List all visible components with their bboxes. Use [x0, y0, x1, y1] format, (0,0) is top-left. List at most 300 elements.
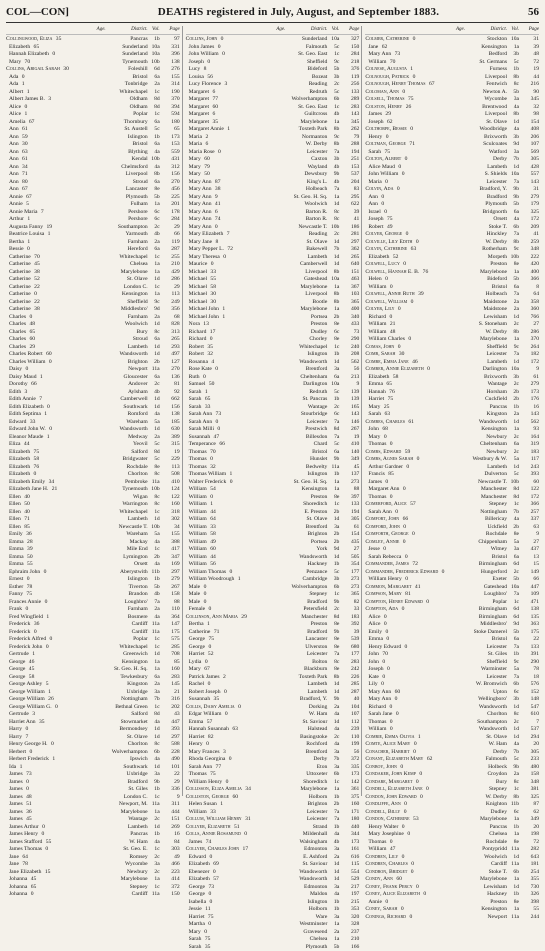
entry-age: 82	[208, 734, 214, 740]
entry-name: Jane Elizabeth 15	[6, 869, 110, 877]
entry-page: 161	[339, 846, 359, 854]
death-entry-row	[186, 321, 360, 329]
entry-age: 72	[227, 246, 233, 252]
entry-district: Fulham	[110, 201, 148, 209]
entry-name: Henry Walter 0	[365, 824, 469, 832]
entry-page: 284	[160, 216, 180, 224]
death-entry-row	[186, 89, 360, 97]
entry-volume: 1d	[507, 119, 519, 127]
entry-district: Manchester	[289, 614, 327, 622]
entry-name: Mary Josephine 0	[365, 831, 469, 839]
entry-page: 463	[339, 276, 359, 284]
entry-district: Brixworth	[469, 134, 507, 142]
entry-name: Elizabeth 57	[186, 876, 290, 884]
entry-name: John 70	[365, 651, 469, 659]
entry-name: Arthur 1	[6, 216, 110, 224]
death-entry-row	[365, 314, 539, 322]
entry-page: 181	[519, 861, 539, 869]
death-entry-row	[6, 584, 180, 592]
entry-age: 0	[390, 719, 393, 725]
death-entry-row	[186, 449, 360, 457]
entry-volume: 7a	[327, 651, 339, 659]
entry-volume: 8d	[148, 104, 160, 112]
entry-page: 297	[160, 734, 180, 742]
death-entry-row	[186, 681, 360, 689]
entry-page: 284	[339, 51, 359, 59]
entry-age: 8	[204, 66, 207, 72]
entry-volume: 1c	[148, 254, 160, 262]
entry-district: Bradford, Y.	[469, 186, 507, 194]
entry-age: 0	[208, 644, 211, 650]
entry-district: Camberwell	[110, 396, 148, 404]
entry-age: 29	[385, 111, 391, 117]
entry-name: Bertha 1	[6, 239, 110, 247]
death-entry-row	[186, 846, 360, 854]
entry-name: James Arthur 0	[6, 824, 110, 832]
entry-volume: 7a	[507, 591, 519, 599]
death-entry-row	[186, 351, 360, 359]
entry-age: 1	[27, 216, 30, 222]
death-entry-row	[365, 269, 539, 277]
entry-name: Esther 78	[6, 584, 110, 592]
entry-age: 61	[22, 156, 28, 162]
entry-district: Bristol	[289, 449, 327, 457]
entry-district: Redruth	[289, 89, 327, 97]
entry-volume: 1b	[148, 134, 160, 142]
entry-district: Salford	[110, 449, 148, 457]
entry-name: William Henry 0	[186, 779, 290, 787]
entry-age: 0	[390, 284, 393, 290]
death-entry-row	[365, 689, 539, 697]
entry-name: Catherine 70	[6, 254, 110, 262]
entry-age: 0	[210, 336, 213, 342]
entry-age: 0	[215, 224, 218, 230]
entry-page: 393	[519, 471, 539, 479]
entry-age: 0	[205, 659, 208, 665]
entry-district: Southwark	[110, 764, 148, 772]
entry-age: 0	[408, 336, 411, 342]
entry-name: Ann 30	[6, 141, 110, 149]
entry-name: Harriet 82	[186, 734, 290, 742]
entry-age: 8	[216, 239, 219, 245]
entry-district: Newcastle T.	[469, 479, 507, 487]
death-entry-row	[186, 906, 360, 914]
entry-volume: 1a	[327, 479, 339, 487]
entry-district: Wandsworth	[469, 419, 507, 427]
entry-page: 326	[519, 891, 539, 899]
entry-age: 1	[47, 434, 50, 440]
entry-volume: 8b	[327, 126, 339, 134]
death-entry-row	[365, 186, 539, 194]
entry-page: 172	[519, 216, 539, 224]
entry-volume: 8d	[327, 614, 339, 622]
entry-page: 202	[160, 704, 180, 712]
entry-volume: 6b	[507, 681, 519, 689]
entry-page: 588	[160, 741, 180, 749]
entry-name: Comb, Sarah 30	[365, 351, 469, 359]
entry-age: 66	[31, 381, 37, 387]
death-entry-row	[6, 606, 180, 614]
entry-volume: 3b	[327, 576, 339, 584]
entry-district: Reading	[289, 231, 327, 239]
entry-district: Loughbro'	[110, 599, 148, 607]
header-district: District.	[110, 26, 148, 34]
entry-name: George 46	[6, 659, 110, 667]
entry-volume: 1d	[507, 884, 519, 892]
entry-page: 16	[519, 404, 539, 412]
entry-age: 76	[423, 269, 429, 275]
entry-age: 0	[404, 809, 407, 815]
entry-name: James 29	[365, 111, 469, 119]
death-entry-row	[186, 329, 360, 337]
entry-age: 0	[204, 591, 207, 597]
entry-page: 283	[160, 674, 180, 682]
entry-district: Croydon	[469, 771, 507, 779]
death-entry-row	[186, 134, 360, 142]
entry-volume: 2b	[327, 509, 339, 517]
entry-page: 276	[160, 66, 180, 74]
entry-page: 428	[519, 164, 539, 172]
entry-page: 122	[160, 494, 180, 502]
death-entry-row	[365, 614, 539, 622]
entry-district: Wantage	[289, 404, 327, 412]
entry-name: Sarah Ann 0	[186, 419, 290, 427]
entry-page: 497	[160, 351, 180, 359]
entry-name: Walter Frederick 0	[186, 479, 290, 487]
death-entry-row	[186, 464, 360, 472]
entry-district: Cheltenham	[289, 374, 327, 382]
entry-volume: 4b	[327, 179, 339, 187]
death-entry-row	[186, 299, 360, 307]
entry-district: Woolwich	[289, 201, 327, 209]
entry-page: 279	[160, 576, 180, 584]
register-column	[6, 26, 180, 796]
entry-district: Southampton	[110, 224, 148, 232]
entry-volume: 3b	[507, 374, 519, 382]
entry-name: Mary Pepper L. 72	[186, 246, 290, 254]
entry-district: Stourbridge	[289, 411, 327, 419]
entry-name: Kate 0	[365, 674, 469, 682]
entry-district: Leicester	[289, 809, 327, 817]
entry-name: Jane 64	[6, 854, 110, 862]
entry-age: 3	[25, 389, 28, 395]
death-entry-row	[6, 704, 180, 712]
entry-name: Annie Maria 7	[6, 209, 110, 217]
entry-page: 243	[519, 464, 539, 472]
death-entry-row	[6, 486, 180, 494]
entry-volume: 4a	[148, 614, 160, 622]
entry-page: 90	[519, 89, 539, 97]
entry-name: Herbert 0	[6, 749, 110, 757]
death-entry-row	[186, 336, 360, 344]
entry-district: Leicester	[469, 179, 507, 187]
entry-name: Helen Susan 1	[186, 801, 290, 809]
entry-district: Ware	[289, 914, 327, 922]
entry-volume: 6b	[327, 584, 339, 592]
death-entry-row	[186, 36, 360, 44]
death-entry-row	[6, 816, 180, 824]
death-entry-row	[6, 81, 180, 89]
entry-name: Emma 57	[186, 719, 290, 727]
entry-district: Preston	[289, 494, 327, 502]
entry-district: Brentford	[289, 366, 327, 374]
entry-age: 0	[390, 839, 393, 845]
entry-age: 60	[212, 104, 218, 110]
entry-volume: 1b	[507, 824, 519, 832]
entry-page: 156	[160, 171, 180, 179]
entry-district: Liverpool	[289, 291, 327, 299]
entry-page: 210	[339, 936, 359, 944]
entry-name: William Thomas 0	[186, 569, 290, 577]
entry-age: 78	[27, 584, 33, 590]
entry-age: 0	[389, 314, 392, 320]
entry-age: 0	[52, 51, 55, 57]
death-entry-row	[365, 576, 539, 584]
entry-age: 0	[411, 861, 414, 867]
entry-district: Bury	[469, 779, 507, 787]
entry-volume: 1a	[327, 119, 339, 127]
entry-name: George 73	[186, 884, 290, 892]
entry-page: 107	[519, 141, 539, 149]
entry-page: 366	[519, 501, 539, 509]
entry-district: Yarmouth	[110, 231, 148, 239]
entry-age: 74	[215, 216, 221, 222]
entry-volume: 8e	[507, 531, 519, 539]
death-entry-row	[6, 179, 180, 187]
entry-volume: 8e	[327, 666, 339, 674]
death-entry-row	[365, 636, 539, 644]
entry-page: 143	[519, 411, 539, 419]
entry-age: 33	[210, 269, 216, 275]
entry-district: St. Geo. East	[289, 104, 327, 112]
entry-name: Jane 62	[365, 44, 469, 52]
entry-age: 22	[34, 299, 40, 305]
death-entry-row	[365, 816, 539, 824]
entry-page: 259	[519, 239, 539, 247]
entry-page: 228	[160, 749, 180, 757]
entry-page: 240	[339, 344, 359, 352]
entry-page: 173	[339, 771, 359, 779]
entry-page: 360	[519, 306, 539, 314]
entry-district: Woolwich	[110, 321, 148, 329]
entry-page: 397	[339, 494, 359, 502]
entry-name: Sarah 35	[186, 944, 290, 951]
entry-volume: 1d	[327, 261, 339, 269]
entry-name: Emma 65	[365, 381, 469, 389]
entry-volume: 6b	[507, 869, 519, 877]
entry-age: 0	[385, 179, 388, 185]
entry-page: 112	[339, 719, 359, 727]
entry-district: Newport, M.	[110, 801, 148, 809]
entry-name: Dorothy 66	[6, 381, 110, 389]
entry-name: Male 0	[186, 591, 290, 599]
death-entry-row	[365, 119, 539, 127]
entry-volume: 1c	[148, 884, 160, 892]
death-entry-row	[186, 471, 360, 479]
death-entry-row	[365, 396, 539, 404]
section-range: COL—CON]	[6, 6, 69, 18]
death-entry-row	[365, 381, 539, 389]
entry-volume: 1c	[148, 111, 160, 119]
register-column	[182, 26, 360, 796]
entry-page: 229	[160, 456, 180, 464]
entry-volume: 7a	[327, 434, 339, 442]
entry-name: Commander, Frederick Edward 0	[365, 569, 469, 577]
entry-page: 226	[339, 674, 359, 682]
entry-district: Horsham	[469, 389, 507, 397]
entry-volume: 1a	[148, 201, 160, 209]
entry-name: James Henry 0	[6, 831, 110, 839]
entry-page: 85	[160, 659, 180, 667]
entry-district: Stepney	[110, 884, 148, 892]
entry-volume: 1a	[327, 786, 339, 794]
death-entry-row	[6, 464, 180, 472]
entry-page: 178	[160, 209, 180, 217]
entry-volume: 5c	[507, 471, 519, 479]
entry-page: 9	[519, 531, 539, 539]
entry-volume: 8b	[327, 299, 339, 307]
entry-age: 30	[210, 291, 216, 297]
entry-district: Salford	[110, 711, 148, 719]
entry-age: 71	[409, 141, 415, 147]
entry-volume: 4a	[507, 741, 519, 749]
entry-age: 26	[48, 696, 54, 702]
entry-volume: 1a	[148, 659, 160, 667]
entry-age: 0	[210, 494, 213, 500]
entry-volume: 2b	[148, 359, 160, 367]
entry-page: 471	[519, 599, 539, 607]
entry-name: Elizabeth 76	[6, 464, 110, 472]
entry-page: 21	[160, 689, 180, 697]
death-entry-row	[186, 231, 360, 239]
entry-district: Birmingham	[469, 561, 507, 569]
entry-name: John William 0	[365, 171, 469, 179]
entry-page: 249	[160, 299, 180, 307]
entry-name: Frederick 36	[6, 621, 110, 629]
entry-age: 0	[25, 606, 28, 612]
entry-page: 39	[339, 629, 359, 637]
death-entry-row	[365, 141, 539, 149]
death-entry-row	[186, 434, 360, 442]
death-entry-row	[365, 96, 539, 104]
entry-page: 180	[339, 816, 359, 824]
entry-volume: 2a	[507, 299, 519, 307]
entry-age: 41	[415, 584, 421, 590]
entry-name: Herbert Frederick 1	[6, 756, 110, 764]
entry-volume: 4a	[327, 741, 339, 749]
entry-age: 70	[34, 254, 40, 260]
death-entry-row	[365, 674, 539, 682]
death-entry-row	[365, 201, 539, 209]
entry-district: Chorlton	[469, 711, 507, 719]
entry-age: 0	[411, 299, 414, 305]
death-entry-row	[365, 546, 539, 554]
entry-name: Comte, Alice Mary 0	[365, 741, 469, 749]
death-entry-row	[186, 561, 360, 569]
entry-volume: 2c	[507, 381, 519, 389]
entry-page: 244	[519, 914, 539, 922]
death-entry-row	[186, 591, 360, 599]
entry-age: 74	[206, 839, 212, 845]
entry-district: Hungerford	[469, 569, 507, 577]
entry-name: Collum, William Henry 31	[186, 816, 290, 824]
entry-page: 273	[339, 479, 359, 487]
entry-district: Wigan	[110, 494, 148, 502]
entry-name: Charles 29	[6, 344, 110, 352]
entry-district: York	[289, 546, 327, 554]
entry-age: 50	[209, 381, 215, 387]
death-entry-row	[186, 884, 360, 892]
death-entry-row	[365, 876, 539, 884]
entry-district: Lewisham	[469, 314, 507, 322]
entry-district: London C.	[110, 794, 148, 802]
entry-volume: 1d	[148, 276, 160, 284]
entry-age: 63	[385, 411, 391, 417]
entry-page: 145	[160, 681, 180, 689]
death-entry-row	[6, 674, 180, 682]
entry-age: 0	[218, 149, 221, 155]
entry-age: 13	[203, 321, 209, 327]
death-entry-row	[365, 239, 539, 247]
entry-page: 8	[519, 284, 539, 292]
entry-page: 490	[160, 756, 180, 764]
entry-age: 0	[204, 584, 207, 590]
entry-page: 213	[339, 374, 359, 382]
entry-age: 78	[22, 861, 28, 867]
death-entry-row	[365, 666, 539, 674]
entry-age: 35	[214, 696, 220, 702]
entry-age: 77	[212, 96, 218, 102]
entry-name: Elizabeth 75	[6, 449, 110, 457]
entry-volume: 5a	[148, 531, 160, 539]
death-entry-row	[365, 389, 539, 397]
entry-district: Gateshead	[289, 276, 327, 284]
page-number: 56	[528, 6, 539, 18]
death-entry-row	[6, 501, 180, 509]
death-entry-row	[186, 509, 360, 517]
entry-district: Stockton	[469, 36, 507, 44]
header-vol: Vol.	[507, 26, 519, 34]
entry-age: 0	[22, 74, 25, 80]
entry-volume: 3a	[327, 524, 339, 532]
entry-age: 17	[243, 846, 249, 852]
entry-volume: 1a	[327, 306, 339, 314]
entry-volume: 4a	[507, 126, 519, 134]
entry-age: 58	[29, 674, 35, 680]
entry-district: Marylebone	[289, 306, 327, 314]
entry-volume: 6d	[148, 66, 160, 74]
entry-district: Bideford	[289, 66, 327, 74]
entry-age: 0	[402, 824, 405, 830]
death-entry-row	[6, 891, 180, 899]
entry-name: Sarah 1	[186, 389, 290, 397]
entry-age: 0	[400, 764, 403, 770]
entry-district: Petersfield	[289, 606, 327, 614]
entry-name: George 75	[186, 636, 290, 644]
entry-name: Mary Elizabeth 7	[186, 231, 290, 239]
death-entry-row	[6, 771, 180, 779]
entry-volume: 11a	[327, 464, 339, 472]
entry-volume: 9c	[327, 134, 339, 142]
entry-name: Martha 0	[186, 921, 290, 929]
entry-page: 273	[339, 576, 359, 584]
entry-page: 730	[519, 884, 539, 892]
entry-name: Margaret 6	[186, 89, 290, 97]
entry-district: Pancras	[469, 824, 507, 832]
entry-page: 22	[160, 771, 180, 779]
entry-name: Comerford, Alice 57	[365, 501, 469, 509]
entry-name: Bertha 1	[186, 621, 290, 629]
